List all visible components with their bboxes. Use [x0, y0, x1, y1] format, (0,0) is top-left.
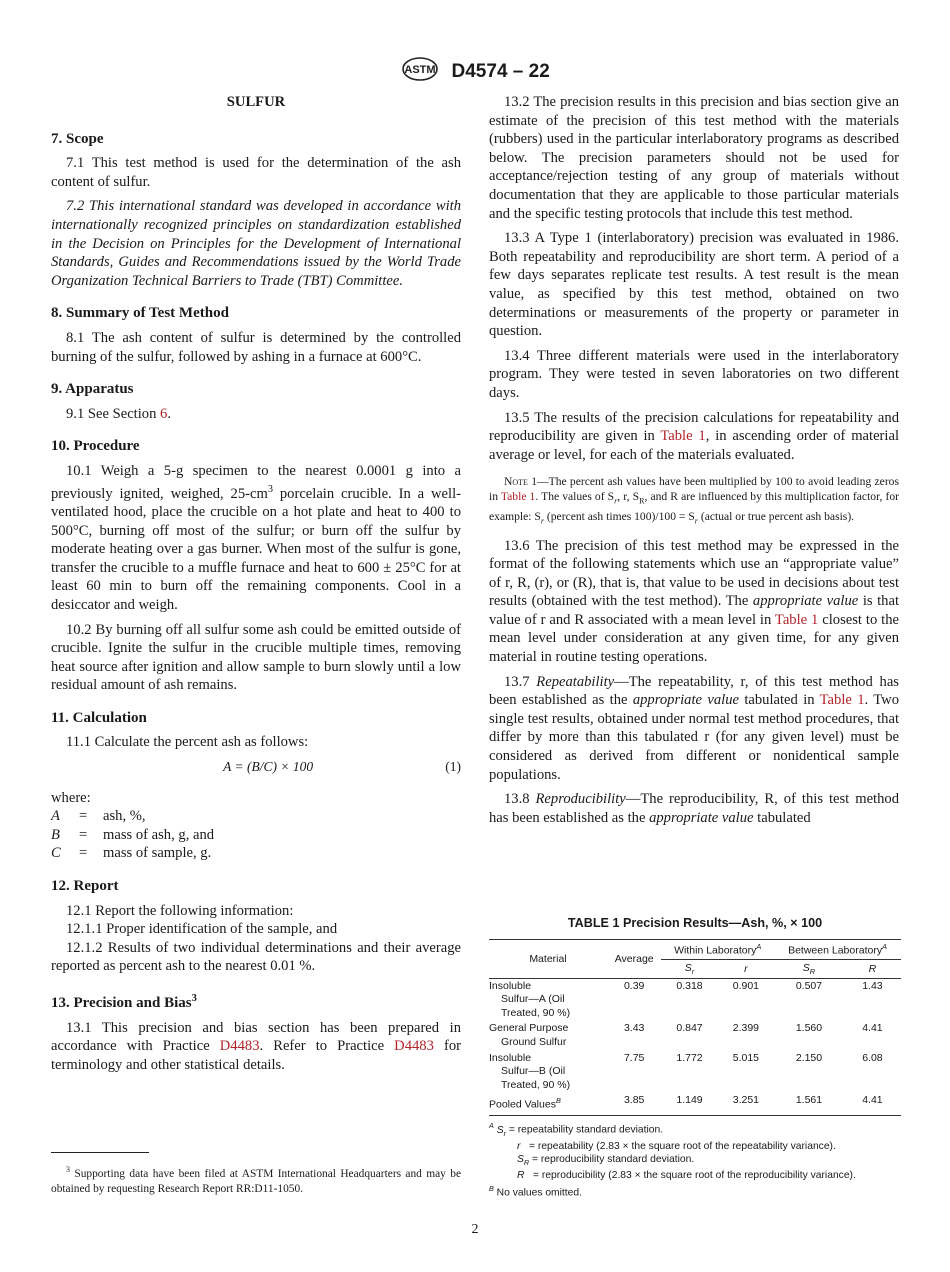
footnote-divider — [51, 1152, 149, 1153]
col-R: R — [844, 959, 901, 978]
para-13-2: 13.2 The precision results in this precision and bias section give an estimate of the precision of this test method with the materials (rubbers) used in the particular interlaboratory programs as described below. The precision parameters should not be used for acceptance/rejection testing of any group of materials without documentation that they are applicable to those particular materials and the specific testing protocols that include this test method. — [489, 94, 899, 222]
astm-logo-icon — [400, 56, 440, 88]
footnote-3: $^3$ Supporting data have been filed at ASTM International Headquarters and may be obtained by requesting Research Report RR:D11-1050. — [51, 1165, 461, 1195]
table-1-link[interactable]: Table 1 — [500, 490, 536, 504]
precision-table — [489, 916, 901, 1199]
table-1-link[interactable]: Table 1 — [660, 428, 706, 445]
para-13-1: 13.1 This precision and bias section has been prepared in accordance with Practice D4483. Refer to Practice D4483 for terminology and other statistical details. — [51, 1019, 461, 1073]
para-13-5: 13.5 The results of the precision calculations for repeatability and reproducibility are given in Table 1, in ascending order of material average or level, for each of the materials evaluated. — [489, 409, 899, 463]
equation-1 — [51, 758, 461, 777]
where-label: where: — [51, 789, 91, 806]
d4483-link[interactable]: D4483 — [219, 1038, 260, 1055]
col-material: Material — [489, 940, 607, 979]
para-11-1: 11.1 Calculate the percent ash as follows: — [66, 734, 309, 751]
section-6-link[interactable]: 6 — [160, 405, 168, 422]
variable-row: A = ash, %, — [51, 808, 146, 825]
page-header — [0, 56, 950, 88]
page-number: 2 — [471, 1222, 479, 1237]
right-column — [489, 93, 899, 833]
para-13-3: 13.3 A Type 1 (interlaboratory) precision was evaluated in 1986. Both repeatability and reproducibility are short term. A period of a few days separates replicate test results. A test result is the mean value, as specified by this test method, obtained on two determinations or measurements of the property or parameter in question. — [489, 230, 899, 340]
col-between-lab: Between Laboratory$^A$ — [774, 940, 901, 960]
variable-row: C = mass of sample, g. — [51, 845, 212, 862]
para-7-2: 7.2 This international standard was developed in accordance with internationally recognized principles on standardization established in the Decision on Principles for the Development of International Standards, Guides and Recommendations issued by the World Trade Organization Technical Barriers to Trade (TBT) Committee. — [51, 198, 461, 289]
col-sR: $S_R$ — [774, 959, 844, 978]
table-row: General Purpose Ground Sulfur 3.43 0.847 2.399 1.560 4.41 — [489, 1022, 883, 1048]
col-average: Average — [607, 940, 661, 979]
para-8-1: 8.1 The ash content of sulfur is determined by the controlled burning of the sulfur, followed by ashing in a furnace at 600°C. — [51, 329, 461, 365]
note-1: Note 1—The percent ash values have been multiplied by 100 to avoid leading zeros in Table 1. The values of $S_r$, r, $S_R$, and R are influenced by this multiplication factor, for example: $S_r$ (percent ash times $100)/100 = S_r$ (actual or true percent ash basis). — [489, 475, 899, 526]
para-12-1-2: 12.1.2 Results of two individual determinations and their average reported as percent ash to the nearest 0.01 %. — [51, 939, 461, 975]
para-9-1: 9.1 See Section 6. — [66, 405, 171, 422]
col-within-lab: Within Laboratory$^A$ — [661, 940, 774, 960]
svg-text:ASTM: ASTM — [404, 64, 436, 76]
para-13-8: 13.8 Reproducibility—The reproducibility, R, of this test method has been established as the appropriate value tabulated — [489, 791, 899, 826]
para-13-4: 13.4 Three different materials were used in the interlaboratory program. They were tested in seven laboratories on two different days. — [489, 347, 899, 401]
left-column — [51, 93, 461, 1080]
col-r: r — [718, 959, 774, 978]
para-12-1: 12.1 Report the following information: — [66, 902, 294, 919]
para-10-1: 10.1 Weigh a 5-g specimen to the nearest 0.0001 g into a previously ignited, weighed, $25-cm^3$ porcelain crucible. In a well-ventilated hood, place the crucible on a hot plate and heat to 400 to 500°C, burning off most of the sulfur; or burn off the sulfur by moderate heating over a gas burner. When most of the sulfur is gone, transfer the crucible to a muffle furnace and heat to 600 ± 25°C for at least 60 min to burn off the remaining components. Cool in a desiccator and weigh. — [51, 462, 461, 613]
heading-scope: 7. Scope — [51, 130, 104, 147]
equation-formula: A = (B/C) × 100 — [223, 759, 314, 775]
heading-procedure: 10. Procedure — [51, 438, 140, 455]
para-12-1-1: 12.1.1 Proper identification of the sample, and — [66, 921, 338, 938]
para-10-2: 10.2 By burning off all sulfur some ash could be emitted outside of crucible. Ignite the sulfur in the crucible multiple times, removing heat source after ignition and allow sample to burn slowly until a low residual amount of ash remains. — [51, 621, 461, 694]
table-row: Pooled Values$^B$ 3.85 1.149 3.251 1.561 4.41 — [489, 1093, 901, 1116]
table-row: Insoluble Sulfur—A (Oil Treated, 90 %) 0.39 0.318 0.901 0.507 1.43 — [489, 979, 883, 1019]
document-code: D4574 – 22 — [451, 61, 550, 82]
heading-precision-bias: 13. Precision and Bias$^3$ — [51, 993, 197, 1012]
table-footnotes: $^A$ $S_r$ = repeatability standard deviation. r = repeatability (2.83 × the square root of the repeatability variance). $S_R$ = reproducibility standard deviation. R = reproducibility (2.83 × the square root of the reproducibility variance). $^B$ No values omitted. — [489, 1121, 856, 1199]
equation-number: (1) — [445, 759, 461, 775]
d4483-link[interactable]: D4483 — [394, 1038, 434, 1055]
section-title: SULFUR — [226, 94, 286, 110]
para-13-7: 13.7 Repeatability—The repeatability, r, of this test method has been established as the appropriate value tabulated in Table 1. Two single test results, obtained under normal test method procedures, that differ by more than this tabulated r (for any given level) must be considered as derived from different or nonidentical sample populations. — [489, 673, 899, 783]
table-1-link[interactable]: Table 1 — [774, 611, 819, 628]
heading-calculation: 11. Calculation — [51, 709, 147, 726]
para-7-1: 7.1 This test method is used for the determination of the ash content of sulfur. — [51, 155, 461, 190]
heading-apparatus: 9. Apparatus — [51, 381, 134, 398]
heading-report: 12. Report — [51, 878, 119, 895]
table-row: Insoluble Sulfur—B (Oil Treated, 90 %) 7.75 1.772 5.015 2.150 6.08 — [489, 1051, 883, 1091]
variable-row: B = mass of ash, g, and — [51, 826, 215, 843]
table-1-link[interactable]: Table 1 — [819, 692, 865, 709]
col-sr: $S_r$ — [661, 959, 717, 978]
heading-summary: 8. Summary of Test Method — [51, 305, 229, 322]
table-title: TABLE 1 Precision Results—Ash, %, × 100 — [567, 916, 823, 930]
para-13-6: 13.6 The precision of this test method may be expressed in the format of the following statements which use an “appropriate value” of r, R, (r), or (R), that is, that value to be used in decisions about test results (obtained with the test method). The appropriate value is that value of r and R associated with a mean level in Table 1 closest to the mean level under consideration at any given time, for any given material in routine testing operations. — [489, 537, 900, 666]
